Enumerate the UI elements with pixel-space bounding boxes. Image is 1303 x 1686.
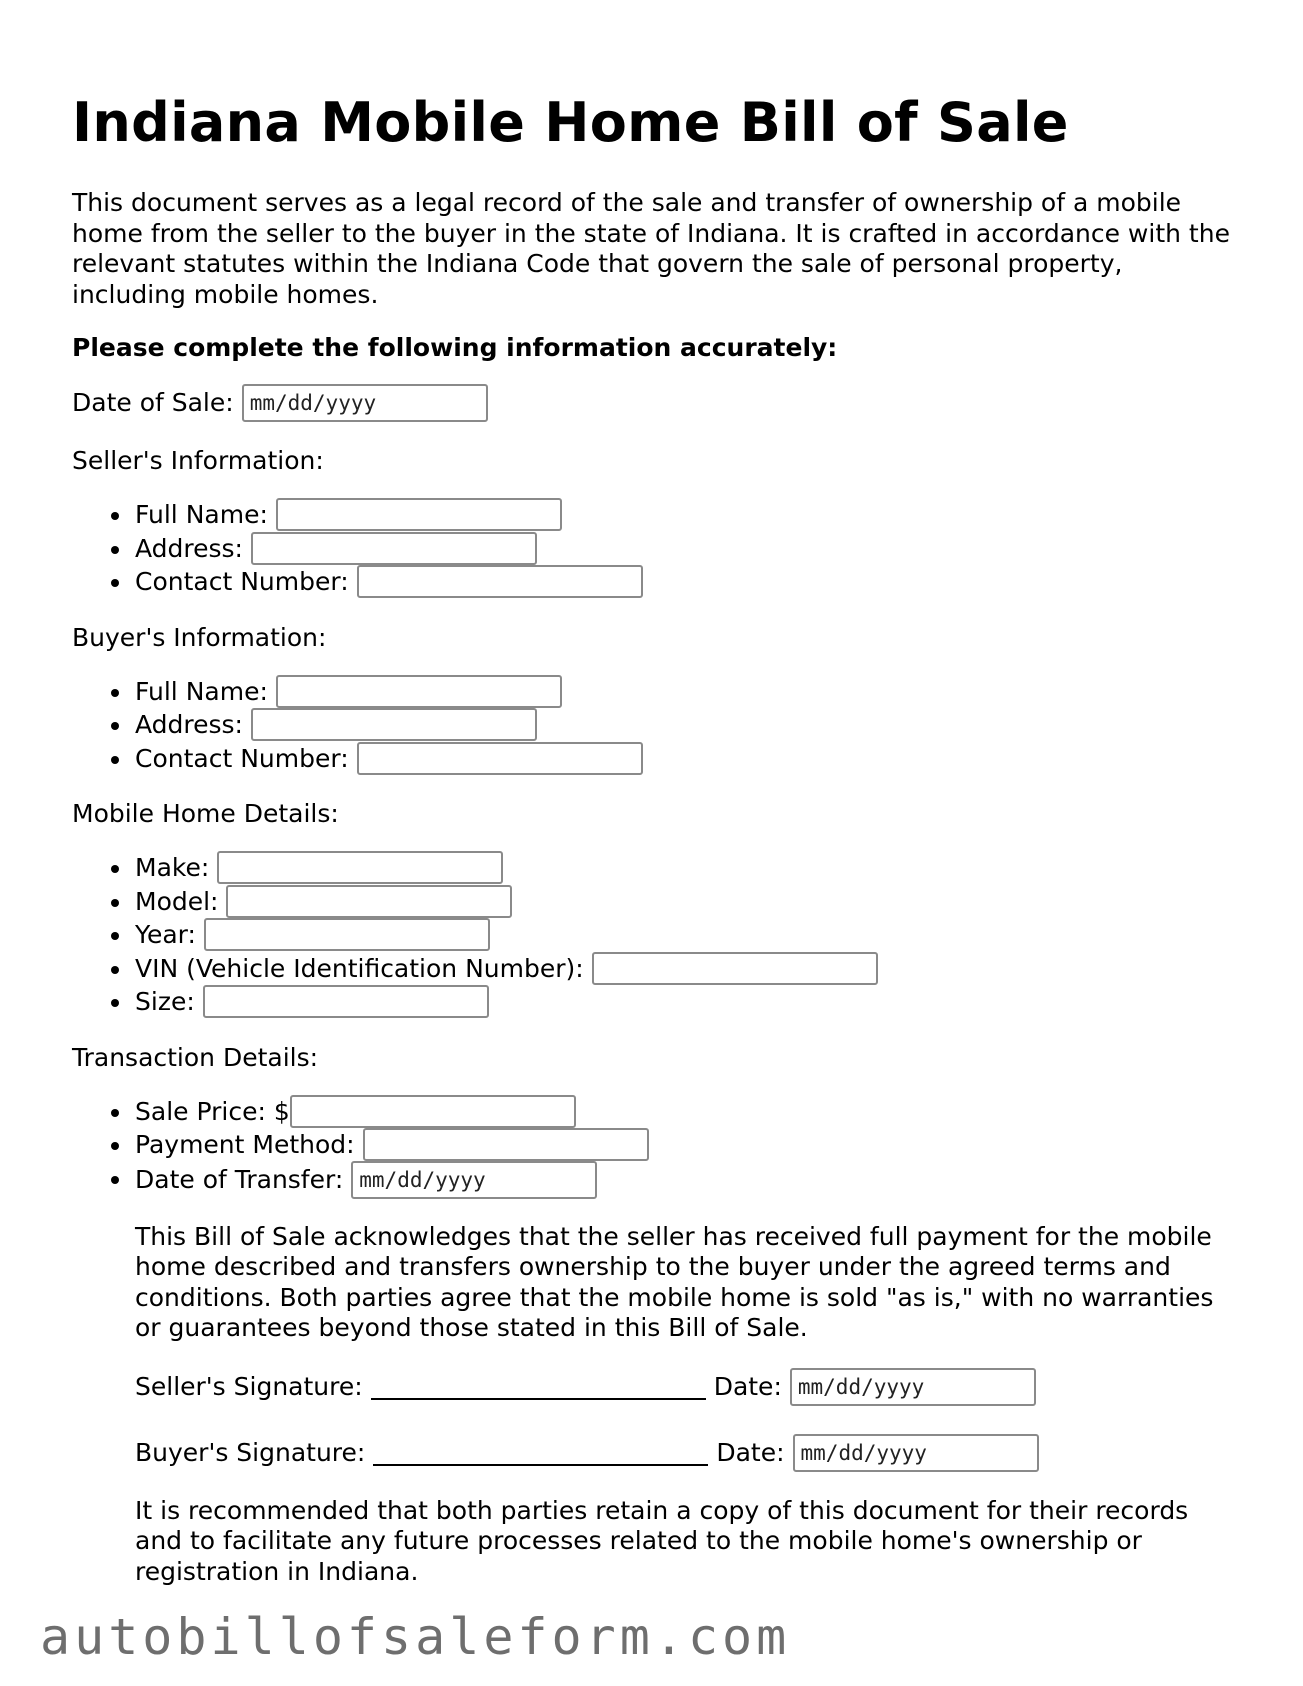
seller-signature-row — [135, 1368, 1232, 1406]
buyer-date-input[interactable] — [793, 1434, 1039, 1472]
seller-contact-item — [135, 565, 1232, 599]
buyer-full-name-input[interactable] — [276, 675, 562, 708]
vin-input[interactable] — [592, 952, 878, 985]
seller-date-label: Date: — [713, 1371, 782, 1401]
transaction-fields — [72, 1095, 1232, 1198]
payment-method-item — [135, 1128, 1232, 1162]
buyer-full-name-item — [135, 675, 1232, 709]
closing-paragraph: It is recommended that both parties retain a copy of this document for their records and to facilitate any future processes related to the mobile home's ownership or registration in Indiana. — [135, 1495, 1189, 1586]
seller-address-input[interactable] — [251, 532, 537, 565]
page-title: Indiana Mobile Home Bill of Sale — [72, 91, 1069, 154]
sale-price-item — [135, 1095, 1232, 1129]
year-item — [135, 918, 1232, 952]
vin-item — [135, 952, 1232, 986]
home-fields — [72, 851, 1232, 1019]
buyer-signature-row — [135, 1434, 1232, 1472]
size-label: Size: — [135, 987, 195, 1017]
make-input[interactable] — [217, 851, 503, 884]
buyer-full-name-label: Full Name: — [135, 676, 268, 706]
date-of-sale-label: Date of Sale: — [72, 388, 234, 417]
seller-section-title: Seller's Information: — [72, 446, 324, 475]
date-of-sale-input[interactable] — [242, 384, 488, 422]
transfer-date-item — [135, 1162, 1232, 1198]
intro-paragraph: This document serves as a legal record of the sale and transfer of ownership of a mobile home from the seller to the buyer in the state of Indiana. It is crafted in accordance with the relevant statutes within the Indiana Code that govern the sale of personal property, including mobile homes. — [72, 188, 1230, 309]
make-label: Make: — [135, 853, 210, 883]
home-section-title: Mobile Home Details: — [72, 799, 339, 828]
seller-full-name-input[interactable] — [276, 498, 562, 531]
size-item — [135, 985, 1232, 1019]
buyer-address-item — [135, 708, 1232, 742]
seller-contact-label: Contact Number: — [135, 567, 349, 597]
make-item — [135, 851, 1232, 885]
seller-contact-input[interactable] — [357, 565, 643, 598]
year-input[interactable] — [204, 918, 490, 951]
date-of-sale-row — [72, 384, 1232, 422]
watermark-text: autobillofsaleform.com — [40, 1608, 791, 1666]
size-input[interactable] — [203, 985, 489, 1018]
buyer-section-title: Buyer's Information: — [72, 622, 327, 652]
acknowledgement-paragraph: This Bill of Sale acknowledges that the seller has received full payment for the mobile home described and transfers ownership to the buyer under the agreed terms and conditions. Both parties agree that the mobile home is sold "as is," with no warranties or guarantees beyond those stated in this Bill of Sale. — [135, 1221, 1214, 1342]
buyer-fields — [72, 675, 1232, 776]
seller-fields — [72, 498, 1232, 599]
sale-price-label: Sale Price: $ — [135, 1096, 290, 1126]
document — [72, 88, 1232, 1587]
buyer-address-input[interactable] — [251, 708, 537, 741]
model-label: Model: — [135, 886, 219, 916]
buyer-contact-item — [135, 742, 1232, 776]
buyer-date-label: Date: — [716, 1437, 785, 1467]
buyer-contact-input[interactable] — [357, 742, 643, 775]
buyer-signature-label: Buyer's Signature: — [135, 1437, 366, 1467]
model-input[interactable] — [226, 885, 512, 918]
payment-method-label: Payment Method: — [135, 1130, 355, 1160]
seller-signature-label: Seller's Signature: — [135, 1371, 363, 1401]
instruction-text: Please complete the following information accurately: — [72, 333, 838, 362]
year-label: Year: — [135, 920, 196, 950]
seller-date-input[interactable] — [790, 1368, 1036, 1406]
buyer-address-label: Address: — [135, 710, 243, 740]
transaction-section-title: Transaction Details: — [72, 1042, 319, 1072]
sale-price-input[interactable] — [290, 1095, 576, 1128]
seller-address-item — [135, 532, 1232, 566]
buyer-signature-line[interactable] — [373, 1440, 708, 1466]
vin-label: VIN (Vehicle Identification Number): — [135, 953, 584, 983]
buyer-contact-label: Contact Number: — [135, 743, 349, 773]
seller-full-name-label: Full Name: — [135, 500, 268, 530]
seller-address-label: Address: — [135, 533, 243, 563]
model-item — [135, 885, 1232, 919]
seller-signature-line[interactable] — [371, 1374, 706, 1400]
transfer-date-input[interactable] — [351, 1161, 597, 1199]
seller-full-name-item — [135, 498, 1232, 532]
transfer-date-label: Date of Transfer: — [135, 1165, 344, 1194]
payment-method-input[interactable] — [363, 1128, 649, 1161]
